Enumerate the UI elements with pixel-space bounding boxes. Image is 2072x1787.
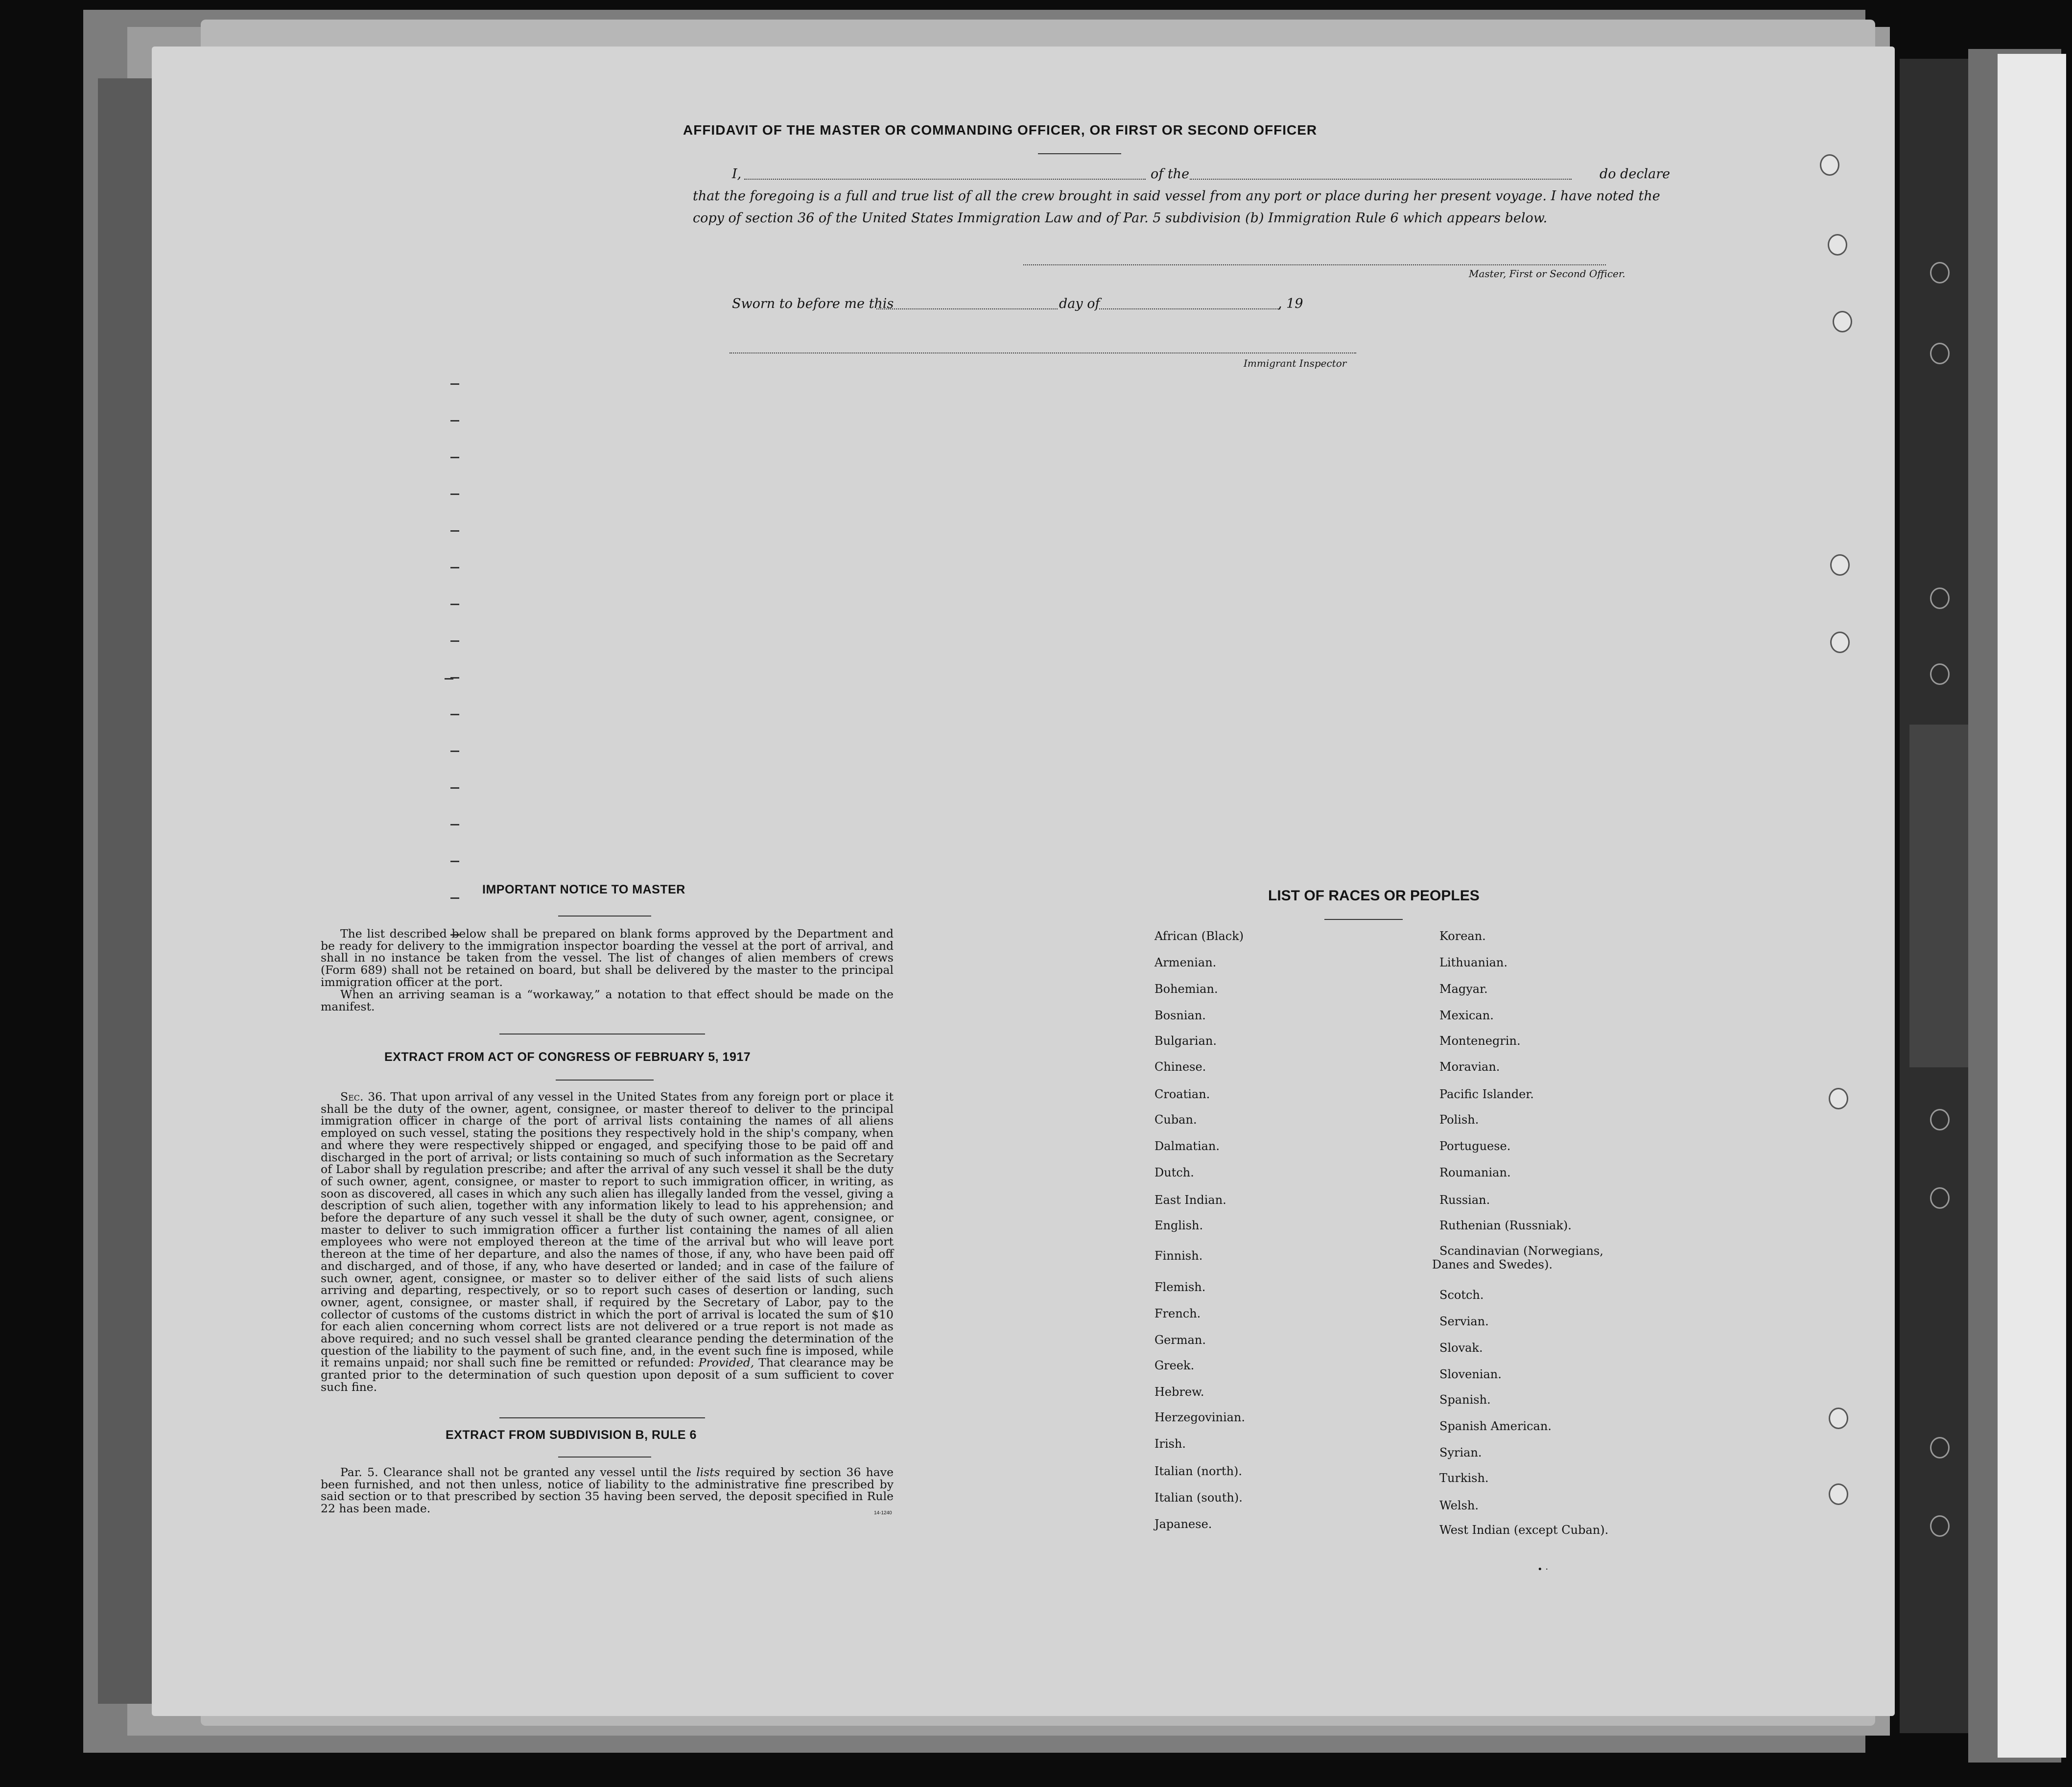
year-text: , 19 bbox=[1278, 296, 1303, 311]
day-of-text: day of bbox=[1059, 296, 1100, 311]
margin-dash bbox=[450, 640, 459, 642]
race-item: Finnish. bbox=[1154, 1249, 1203, 1263]
punch-hole bbox=[1829, 1088, 1848, 1109]
race-item: Cuban. bbox=[1154, 1113, 1197, 1127]
master-caption: Master, First or Second Officer. bbox=[1469, 268, 1625, 280]
act-heading: EXTRACT FROM ACT OF CONGRESS OF FEBRUARY 5, 1917 bbox=[384, 1050, 751, 1064]
act-rule bbox=[556, 1080, 654, 1081]
race-item: Servian. bbox=[1439, 1315, 1489, 1328]
race-item: Danes and Swedes). bbox=[1432, 1258, 1553, 1271]
race-item: Polish. bbox=[1439, 1113, 1479, 1127]
punch-hole bbox=[1930, 343, 1950, 364]
race-item: Syrian. bbox=[1439, 1446, 1482, 1459]
punch-hole bbox=[1930, 1437, 1950, 1458]
race-item: East Indian. bbox=[1154, 1193, 1226, 1207]
race-item: Italian (south). bbox=[1154, 1491, 1243, 1505]
margin-dash bbox=[450, 751, 459, 752]
race-item: Korean. bbox=[1439, 929, 1486, 943]
margin-dash bbox=[450, 787, 459, 789]
race-item: Flemish. bbox=[1154, 1280, 1206, 1294]
race-item: Irish. bbox=[1154, 1437, 1186, 1451]
punch-hole bbox=[1830, 632, 1850, 653]
right-edge-paper bbox=[1998, 54, 2066, 1758]
race-item: Bulgarian. bbox=[1154, 1034, 1217, 1048]
punch-hole bbox=[1820, 154, 1839, 176]
margin-dash bbox=[450, 383, 459, 385]
race-item: French. bbox=[1154, 1307, 1201, 1320]
race-item: Magyar. bbox=[1439, 982, 1488, 996]
race-item: English. bbox=[1154, 1219, 1203, 1232]
race-item: Bohemian. bbox=[1154, 982, 1218, 996]
name-blank bbox=[744, 179, 1146, 180]
punch-hole bbox=[1829, 1408, 1848, 1429]
affidavit-heading: AFFIDAVIT OF THE MASTER OR COMMANDING OFFICER, OR FIRST OR SECOND OFFICER bbox=[683, 122, 1318, 138]
race-item: Lithuanian. bbox=[1439, 956, 1508, 969]
race-item: Spanish American. bbox=[1439, 1419, 1552, 1433]
notice-paragraph-2: When an arriving seaman is a “workaway,” a notation to that effect should be made on the manifest. bbox=[321, 988, 894, 1013]
notice-paragraph-1: The list described below shall be prepared on blank forms approved by the Department and be ready for delivery to the immigration inspector boarding the vessel at the port of arrival, and shall in no instance be taken from the vessel. The list of changes of alien members of crews (Form 689) shall not be retained on board, but shall be delivered by the master to the principal immigration officer at the port. bbox=[321, 927, 894, 989]
margin-dash bbox=[450, 457, 459, 458]
margin-dash bbox=[450, 604, 459, 605]
section-36-text: That upon arrival of any vessel in the United States from any foreign port or place it shall be the duty of the owner, agent, consignee, or master thereof to deliver to the principal immigration officer in charge of the port of arrival lists containing the names of all aliens employed on such vessel, stating the positions they respectively hold in the ship's company, when and where they were respectively shipped or engaged, and specifying those to be paid off and discharged in the port of arrival; or lists containing so much of such information as the Secretary of Labor shall by regulation prescribe; and after the arrival of any such vessel it shall be the duty of such owner, agent, consignee, or master to report to such immigration officer, in writing, as soon as discovered, all cases in which any such alien has illegally landed from the vessel, giving a description of such alien, together with any information likely to lead to his apprehension; and before the departure of any such vessel it shall be the duty of such owner, agent, consignee, or master to deliver to such immigration officer a further list containing the names of all alien employees who were not employed thereon at the time of the arrival but who will leave port thereon at the time of her departure, and also the names of those, if any, who have been paid off and discharged, and of those, if any, who have deserted or landed; and in case of the failure of such owner, agent, consignee, or master so to deliver either of the said lists of such aliens arriving and departing, respectively, or so to report such cases of desertion or landing, such owner, agent, consignee, or master shall, if required by the Secretary of Labor, pay to the collector of customs of the customs district in which the port of arrival is located the sum of $10 for each alien concerning whom correct lists are not delivered or a true report is not made as above required; and no such vessel shall be granted clearance pending the determination of the question of the liability to the payment of such fine, and, in the event such fine is imposed, while it remains unpaid; nor shall such fine be remitted or refunded: bbox=[321, 1090, 894, 1370]
affidavit-line-2: that the foregoing is a full and true list of all the crew brought in said vessel from any port or place during her present voyage. I have noted the bbox=[693, 188, 1660, 204]
act-section-36 bbox=[321, 1091, 894, 1393]
race-item: Slovak. bbox=[1439, 1341, 1483, 1355]
section-separator bbox=[499, 1034, 705, 1035]
race-item: Herzegovinian. bbox=[1154, 1411, 1246, 1424]
punch-hole bbox=[1930, 588, 1950, 609]
margin-dash bbox=[450, 861, 459, 862]
rule-text-b: required by section 36 have been furnished, and not then unless, notice of liability to the administrative fine prescribed by said section or to that prescribed by section 35 having been served, the deposit specified in Rule 22 has been made. bbox=[321, 1465, 894, 1516]
races-rule bbox=[1324, 919, 1403, 920]
race-item: Bosnian. bbox=[1154, 1009, 1206, 1022]
affidavit-line-3: copy of section 36 of the United States Immigration Law and of Par. 5 subdivision (b) Immigration Rule 6 which appears below. bbox=[693, 211, 1548, 226]
race-item: West Indian (except Cuban). bbox=[1439, 1523, 1609, 1537]
race-item: Ruthenian (Russniak). bbox=[1439, 1219, 1572, 1232]
punch-hole bbox=[1833, 311, 1852, 332]
race-item: Russian. bbox=[1439, 1193, 1490, 1207]
notice-rule bbox=[558, 916, 651, 917]
sworn-month-blank bbox=[1099, 308, 1280, 309]
notice-heading: IMPORTANT NOTICE TO MASTER bbox=[482, 883, 685, 896]
race-item: Roumanian. bbox=[1439, 1166, 1511, 1179]
document-page bbox=[152, 47, 1895, 1716]
rule-text-a: Par. 5. Clearance shall not be granted any vessel until the bbox=[340, 1465, 691, 1479]
margin-dash bbox=[450, 420, 459, 422]
affidavit-of-the: of the bbox=[1151, 166, 1190, 182]
punch-hole bbox=[1930, 262, 1950, 283]
punch-hole bbox=[1930, 1515, 1950, 1537]
punch-hole bbox=[1828, 234, 1847, 256]
margin-dash bbox=[450, 530, 459, 532]
binding-clip bbox=[1909, 725, 1968, 1067]
punch-hole bbox=[1930, 663, 1950, 685]
rule-rule bbox=[558, 1457, 651, 1458]
race-item: Moravian. bbox=[1439, 1060, 1500, 1074]
race-item: Armenian. bbox=[1154, 956, 1217, 969]
race-item: Turkish. bbox=[1439, 1471, 1489, 1485]
rule-paragraph bbox=[321, 1466, 894, 1515]
provided-word: Provided, bbox=[698, 1356, 754, 1370]
margin-dash bbox=[450, 714, 459, 715]
race-item: Hebrew. bbox=[1154, 1385, 1204, 1399]
master-signature-line bbox=[1023, 264, 1606, 265]
section-label: Sec. 36. bbox=[340, 1090, 386, 1104]
race-item: Montenegrin. bbox=[1439, 1034, 1521, 1048]
section-separator-2 bbox=[499, 1417, 705, 1418]
race-item: Japanese. bbox=[1154, 1517, 1212, 1531]
race-item: Pacific Islander. bbox=[1439, 1087, 1534, 1101]
race-item: German. bbox=[1154, 1333, 1206, 1347]
vessel-blank bbox=[1190, 179, 1572, 180]
margin-dash bbox=[450, 897, 459, 899]
punch-hole bbox=[1830, 554, 1850, 576]
rule-heading: EXTRACT FROM SUBDIVISION B, RULE 6 bbox=[446, 1428, 697, 1442]
race-item: Italian (north). bbox=[1154, 1464, 1243, 1478]
margin-dash bbox=[450, 567, 459, 568]
lists-word: lists bbox=[696, 1465, 720, 1479]
race-item: Chinese. bbox=[1154, 1060, 1206, 1074]
race-item: African (Black) bbox=[1154, 929, 1244, 943]
section-36-text-end: That clearance may be granted prior to the determination of such question upon deposit of a sum sufficient to cover such fine. bbox=[321, 1356, 894, 1394]
punch-hole bbox=[1930, 1109, 1950, 1130]
form-number: 14-1240 bbox=[874, 1510, 892, 1516]
race-item: Mexican. bbox=[1439, 1009, 1494, 1022]
races-heading: LIST OF RACES OR PEOPLES bbox=[1268, 888, 1480, 904]
race-item: Greek. bbox=[1154, 1359, 1195, 1372]
sworn-day-blank bbox=[876, 308, 1058, 309]
margin-dash bbox=[445, 678, 453, 680]
race-item: Welsh. bbox=[1439, 1499, 1479, 1512]
race-item: Croatian. bbox=[1154, 1087, 1210, 1101]
sworn-text: Sworn to before me this bbox=[732, 296, 894, 311]
margin-dash bbox=[450, 494, 459, 495]
stray-marks: • · bbox=[1537, 1564, 1549, 1575]
margin-dash bbox=[450, 824, 459, 825]
affidavit-do-declare: do declare bbox=[1600, 166, 1671, 182]
punch-hole bbox=[1930, 1187, 1950, 1209]
inspector-caption: Immigrant Inspector bbox=[1244, 357, 1347, 369]
race-item: Scandinavian (Norwegians, bbox=[1439, 1244, 1603, 1258]
heading-rule bbox=[1038, 153, 1121, 154]
race-item: Scotch. bbox=[1439, 1288, 1484, 1302]
race-item: Slovenian. bbox=[1439, 1367, 1502, 1381]
race-item: Portuguese. bbox=[1439, 1139, 1511, 1153]
punch-hole bbox=[1829, 1483, 1848, 1505]
race-item: Dalmatian. bbox=[1154, 1139, 1220, 1153]
race-item: Dutch. bbox=[1154, 1166, 1194, 1179]
race-item: Spanish. bbox=[1439, 1393, 1491, 1407]
affidavit-i: I, bbox=[732, 166, 742, 182]
